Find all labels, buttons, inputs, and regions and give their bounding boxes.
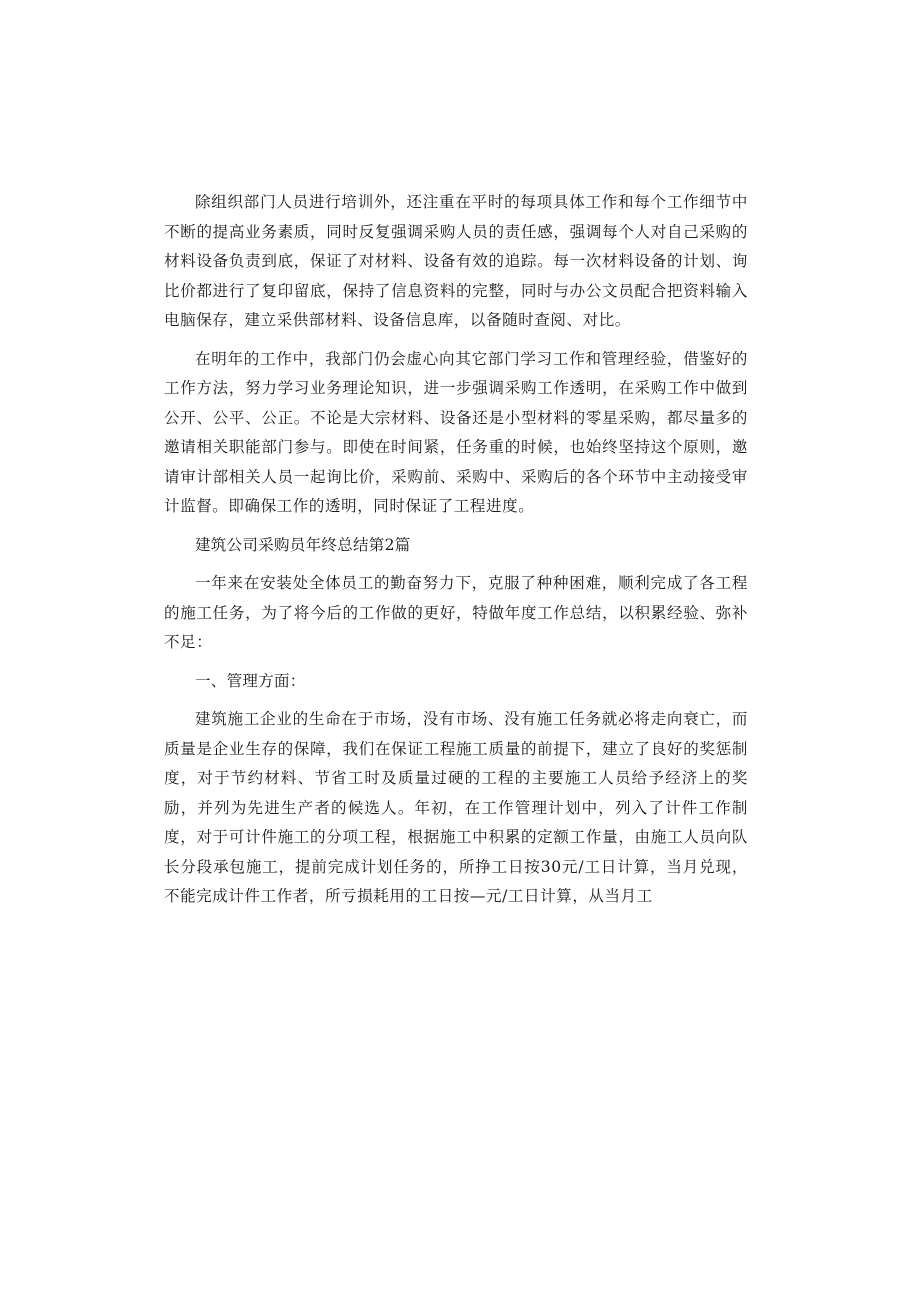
paragraph-management-body: 建筑施工企业的生命在于市场，没有市场、没有施工任务就必将走向衰亡，而质量是企业生存的保障，我们在保证工程施工质量的前提下，建立了良好的奖惩制度，对于节约材料、节省工时及质量过硬的工程的主要施工人员给予经济上的奖励，并列为先进生产者的候选人。年初，在工作管理计划中，列入了计件工作制度，对于可计件施工的分项工程，根据施工中积累的定额工作量，由施工人员向队长分段承包施工，提前完成计划任务的，所挣工日按30元/工日计算，当月兑现，不能完成计件工作者，所亏损耗用的工日按—元/工日计算，从当月工 xyxy=(164,710,748,905)
paragraph-intro: 一年来在安装处全体员工的勤奋努力下，克服了种种困难，顺利完成了各工程的施工任务，为了将今后的工作做的更好，特做年度工作总结，以积累经验、弥补不足： xyxy=(164,574,748,651)
paragraph-next-year: 在明年的工作中，我部门仍会虚心向其它部门学习工作和管理经验，借鉴好的工作方法，努力学习业务理论知识，进一步强调采购工作透明，在采购工作中做到公开、公平、公正。不论是大宗材料、设备还是小型材料的零星采购，都尽量多的邀请相关职能部门参与。即使在时间紧，任务重的时候，也始终坚持这个原则，邀请审计部相关人员一起询比价，采购前、采购中、采购后的各个环节中主动接受审计监督。即确保工作的透明，同时保证了工程进度。 xyxy=(164,349,748,515)
section-title: 建筑公司采购员年终总结第2篇 xyxy=(195,535,411,554)
paragraph-training: 除组织部门人员进行培训外，还注重在平时的每项具体工作和每个工作细节中不断的提高业务素质，同时反复强调采购人员的责任感，强调每个人对自己采购的材料设备负责到底，保证了对材料、设备有效的追踪。每一次材料设备的计划、询比价都进行了复印留底，保持了信息资料的完整，同时与办公文员配合把资料输入电脑保存，建立采供部材料、设备信息库，以备随时查阅、对比。 xyxy=(164,193,748,329)
subheading-management: 一、管理方面： xyxy=(195,671,306,690)
document-page xyxy=(164,188,748,921)
